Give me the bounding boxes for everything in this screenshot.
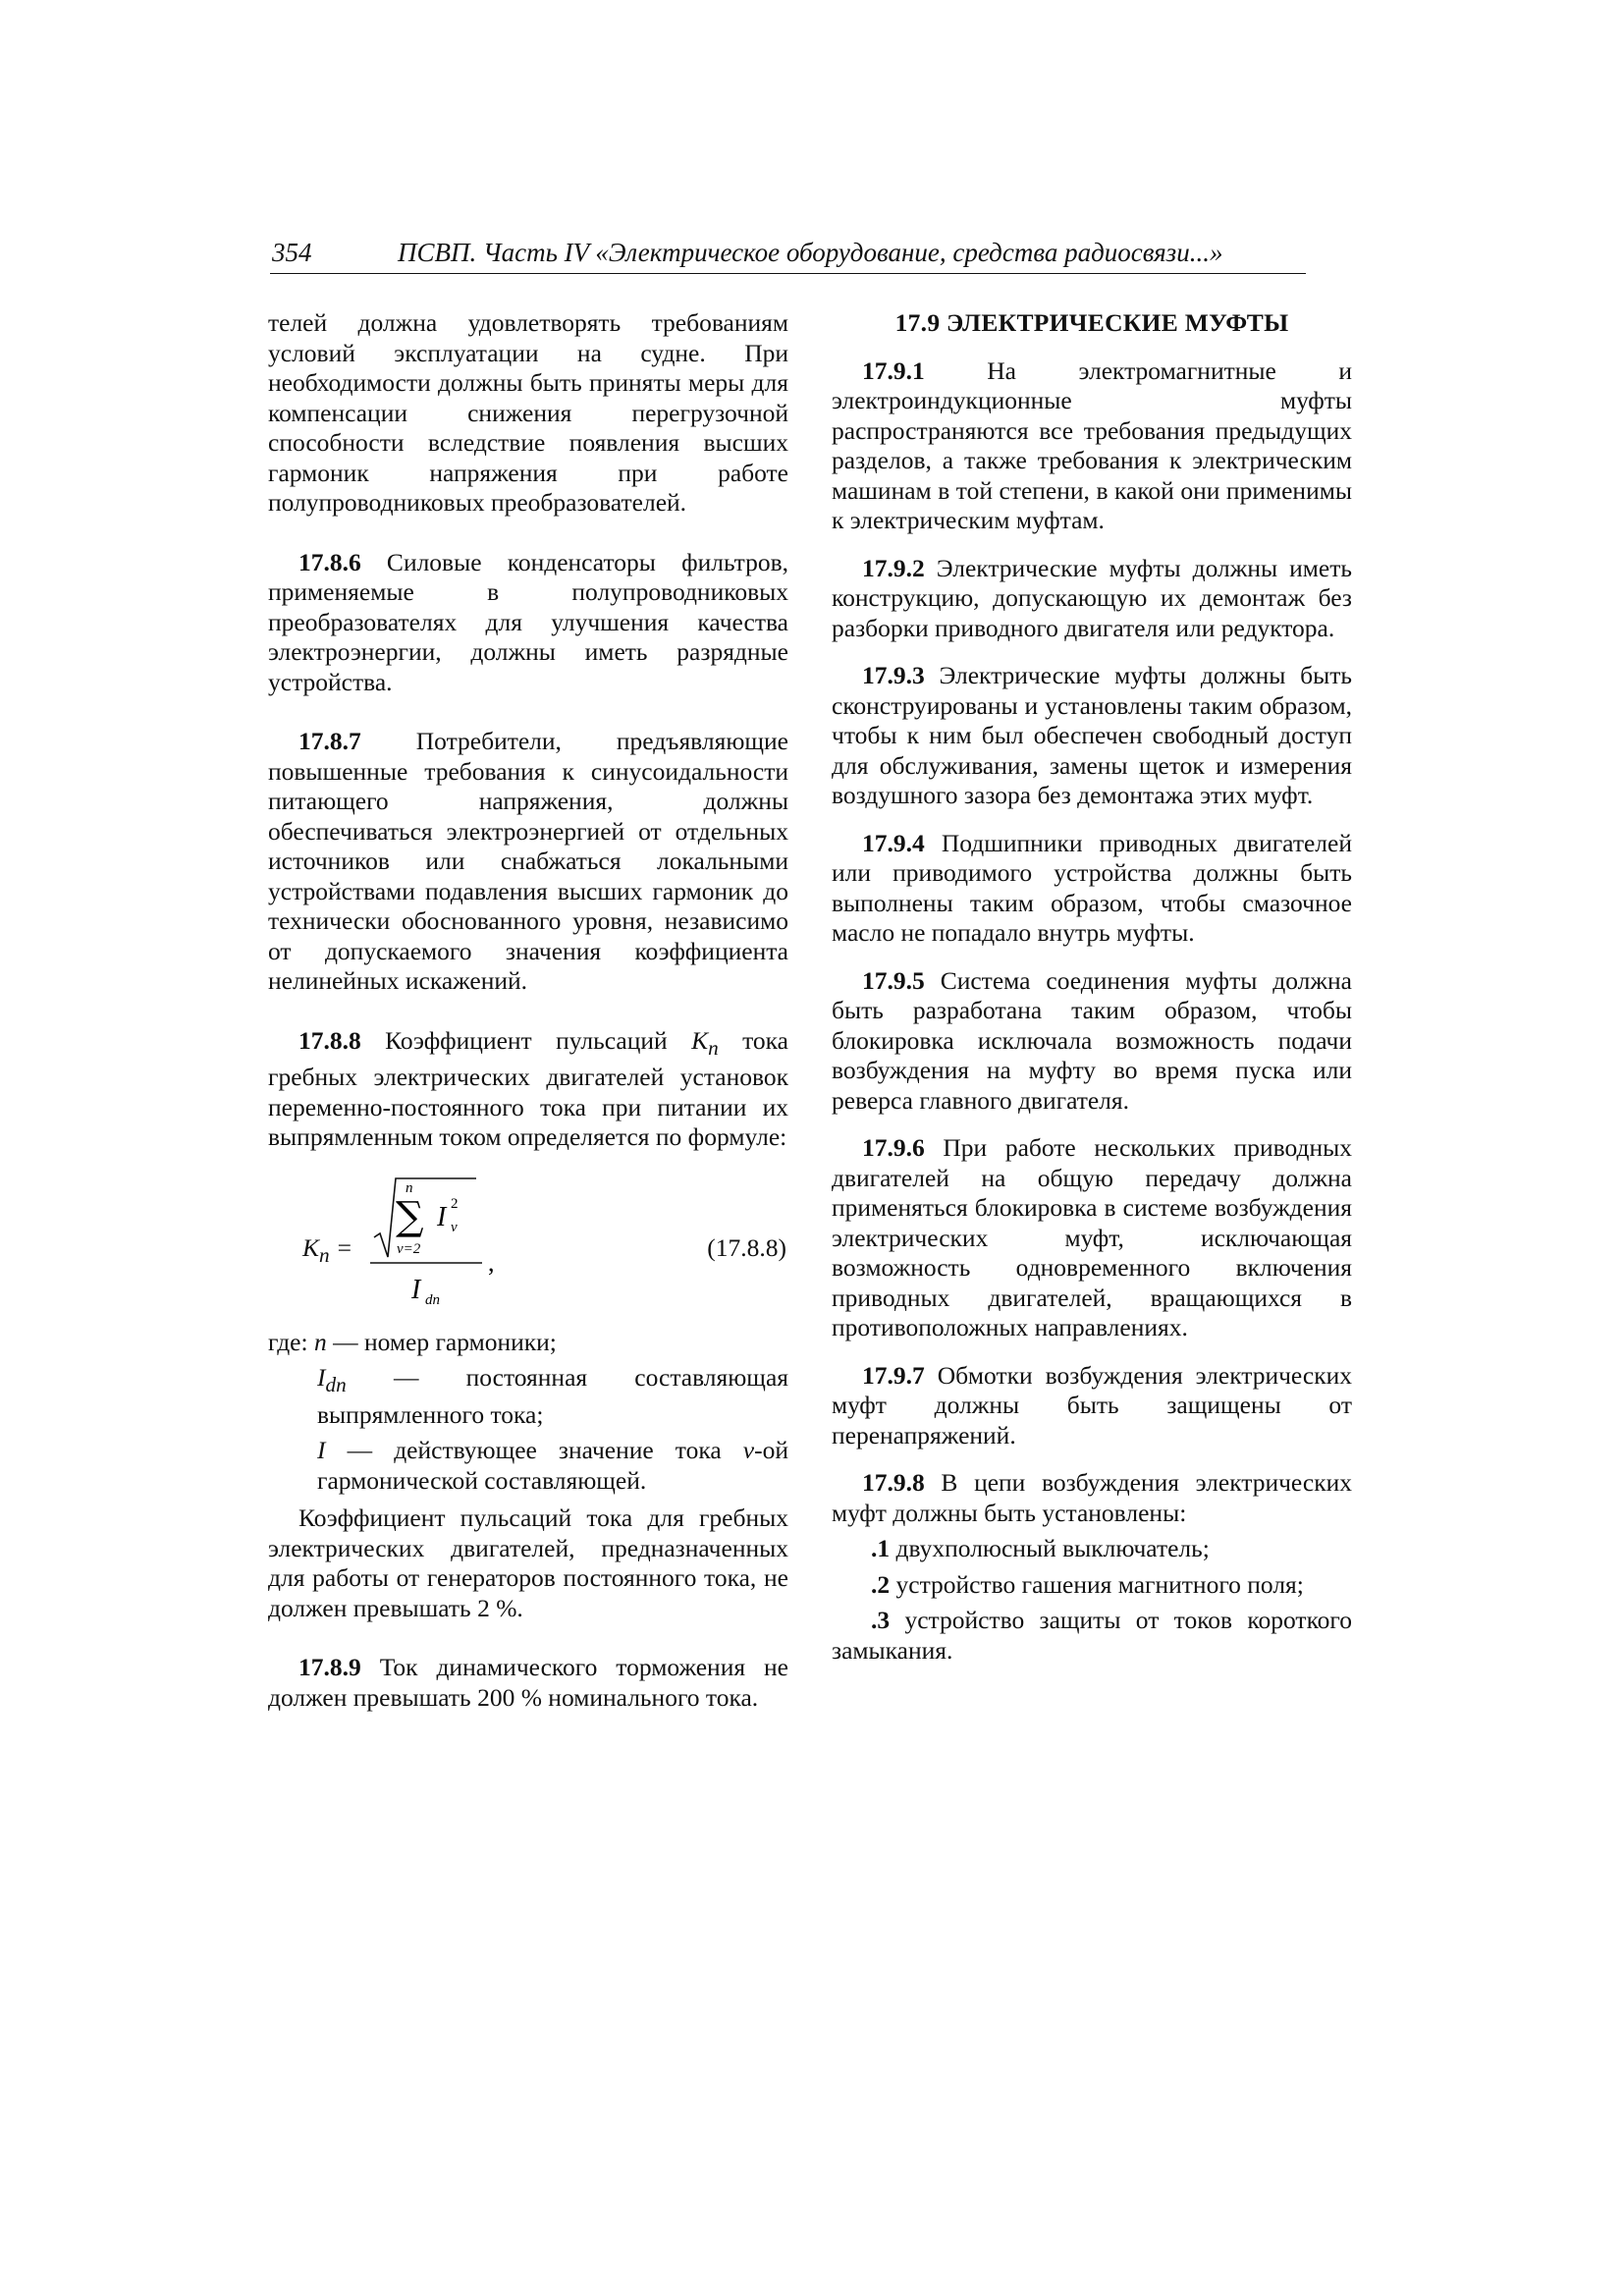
clause-number: 17.9.2 — [862, 553, 925, 582]
term-symbol: I — [437, 1201, 447, 1232]
denominator-subscript: dn — [425, 1291, 440, 1308]
where-line — [268, 1328, 788, 1358]
clause-text: В цепи возбуждения электрических муфт должны быть установлены: — [832, 1468, 1352, 1527]
clause-text: Ток динамического торможения не должен превышать 200 % номинального тока. — [268, 1653, 788, 1712]
list-item: .2 устройство гашения магнитного поля; — [871, 1569, 1304, 1599]
paragraph-17-8-6 — [268, 548, 788, 698]
left-column — [268, 308, 788, 1713]
clause-number: 17.9.6 — [862, 1133, 925, 1162]
clause-text-cont: тока гребных электрических двигателей установок переменно-постоянного тока при питании их выпрямленным током определяется по формуле: — [268, 1025, 788, 1152]
running-title: ПСВП. Часть IV «Электрическое оборудование, средства радиосвязи...» — [398, 238, 1223, 267]
paragraph-17-9-2 — [832, 554, 1352, 644]
clause-text: Потребители, предъявляющие повышенные требования к синусоидальности питающего напряжения, должны обеспечиваться электроэнергией от отдельных источников или снабжаться локальными устройствами подавления высших гармоник до технически обоснованного уровня, независимо от допускаемого значения коэффициента нелинейных искажений. — [268, 727, 788, 995]
formula-fraction — [366, 1173, 533, 1318]
clause-text: На электромагнитные и электроиндукционные муфты распространяются все требования предыдущих разделов, а также требования к электрическим машинам в той степени, в какой они применимы к электрическим муфтам. — [832, 355, 1352, 534]
paragraph-17-9-5 — [832, 966, 1352, 1117]
def-symbol-n: n — [313, 1327, 327, 1356]
paragraph-17-9-6 — [832, 1133, 1352, 1343]
definition-i: I — действующее значение тока ν-ой гармонической составляющей. — [317, 1436, 788, 1495]
clause-text: Система соединения муфты должна быть разработана таким образом, чтобы блокировка исключала возможность подачи возбуждения на муфту во время пуска или реверса главного двигателя. — [832, 965, 1352, 1115]
ripple-symbol: K — [691, 1025, 709, 1055]
paragraph-17-8-8 — [268, 1026, 788, 1153]
where-label: где: — [268, 1327, 308, 1356]
clause-number: 17.9.5 — [862, 965, 925, 995]
clause-number: 17.9.1 — [862, 355, 925, 385]
clause-number: 17.8.9 — [298, 1653, 361, 1682]
right-column — [832, 308, 1352, 1666]
sum-lower-limit: ν=2 — [397, 1240, 421, 1257]
definition-idn: $I_{dn}$ — постоянная составляющая выпрямленного тока; — [317, 1363, 788, 1429]
clause-number: 17.8.8 — [298, 1025, 361, 1055]
radical-sign — [374, 1178, 476, 1257]
paragraph-17-8-7 — [268, 727, 788, 997]
definitions-list — [317, 1363, 788, 1496]
page-number: 354 — [272, 238, 312, 267]
denominator-symbol: I — [411, 1274, 421, 1305]
ripple-subscript: n — [708, 1035, 719, 1060]
list-item: .3 устройство защиты от токов короткого замыкания. — [832, 1606, 1352, 1665]
formula-lhs: $K_n$ = — [302, 1232, 353, 1267]
term-superscript: 2 — [451, 1195, 459, 1212]
sum-upper-limit: n — [406, 1179, 413, 1196]
clause-text: Подшипники приводных двигателей или приводимого устройства должны быть выполнены таким образом, чтобы смазочное масло не попадало внутрь муфты. — [832, 828, 1352, 947]
clause-number: 17.9.3 — [862, 661, 925, 689]
paragraph-17-9-4 — [832, 829, 1352, 949]
ripple-note: Коэффициент пульсаций тока для гребных электрических двигателей, предназначенных для работы от генераторов постоянного тока, не должен превышать 2 %. — [268, 1503, 788, 1622]
clause-text: Силовые конденсаторы фильтров, применяемые в полупроводниковых преобразователях для улучшения качества электроэнергии, должны иметь разрядные устройства. — [268, 547, 788, 696]
paragraph-17-9-7 — [832, 1361, 1352, 1451]
sigma-symbol: ∑ — [396, 1193, 424, 1239]
def-text-n: — номер гармоники; — [326, 1327, 557, 1356]
clause-text: При работе нескольких приводных двигателей на общую передачу должна применяться блокировка в системе возбуждения электрических муфт, исключающая возможность одновременного включения приводных двигателей, вращающихся в противоположных направлениях. — [832, 1133, 1352, 1341]
list-item: .1 двухполюсный выключатель; — [871, 1534, 1210, 1562]
clause-number: 17.9.7 — [862, 1360, 925, 1390]
formula-17-8-8 — [268, 1173, 788, 1318]
formula-comma: , — [488, 1247, 495, 1277]
clause-text: Электрические муфты должны иметь конструкцию, допускающую их демонтаж без разборки приводного двигателя или редуктора. — [832, 553, 1352, 642]
paragraph-17-9-8 — [832, 1468, 1352, 1528]
section-title: 17.9 ЭЛЕКТРИЧЕСКИЕ МУФТЫ — [894, 308, 1289, 337]
clause-number: 17.9.8 — [862, 1468, 925, 1497]
clause-number: 17.8.6 — [298, 547, 361, 576]
clause-number: 17.8.7 — [298, 727, 361, 755]
continuation-paragraph: телей должна удовлетворять требованиям условий эксплуатации на судне. При необходимости должны быть приняты меры для компенсации снижения перегрузочной способности вследствие появления высших гармоник напряжения при работе полупроводниковых преобразователей. — [268, 308, 788, 517]
clause-text: Электрические муфты должны быть сконструированы и установлены таким образом, чтобы к ним был обеспечен свободный доступ для обслуживания, замены щеток и измерения воздушного зазора без демонтажа этих муфт. — [832, 661, 1352, 809]
page-header — [270, 238, 1306, 274]
requirements-list — [832, 1534, 1352, 1666]
clause-text: Коэффициент пульсаций — [360, 1025, 692, 1055]
term-subscript: ν — [451, 1219, 458, 1235]
paragraph-17-9-3 — [832, 661, 1352, 811]
paragraph-17-8-9 — [268, 1653, 788, 1713]
paragraph-17-9-1 — [832, 356, 1352, 536]
clause-text: Обмотки возбуждения электрических муфт должны быть защищены от перенапряжений. — [832, 1360, 1352, 1449]
equation-number: (17.8.8) — [707, 1232, 786, 1262]
clause-number: 17.9.4 — [862, 828, 925, 857]
